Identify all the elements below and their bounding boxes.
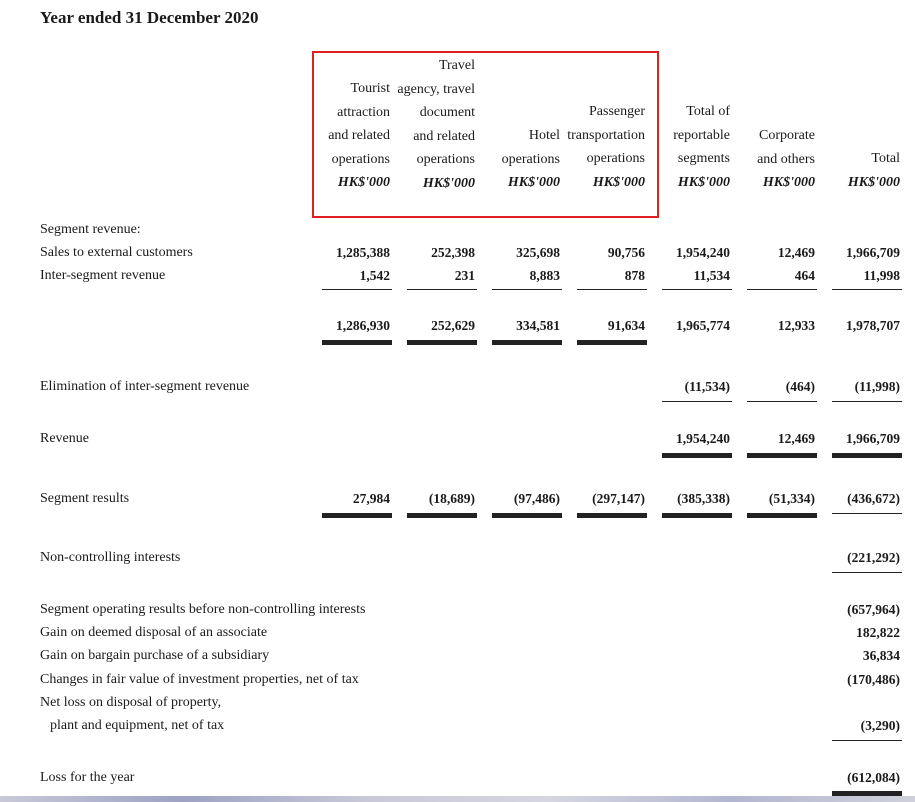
cell-inter-segment: 878 [624,268,645,283]
cell-inter-segment: 8,883 [529,268,560,283]
cell-subtotal: 1,286,930 [336,318,390,333]
label-sales-external: Sales to external customers [40,245,193,260]
cell-segment-results: (436,672) [847,491,900,506]
cell-net-loss: (3,290) [860,718,900,733]
cell-subtotal: 252,629 [431,318,475,333]
cell-revenue: 1,954,240 [676,431,730,446]
underline [832,740,902,741]
underline [577,289,647,290]
double-underline [577,340,647,345]
cell-elimination: (11,998) [854,379,900,394]
scan-edge [0,796,915,802]
label-net-loss-1: Net loss on disposal of property, [40,695,222,710]
double-underline [747,453,817,458]
label-loss-year: Loss for the year [40,770,135,785]
cell-inter-segment: 231 [454,268,475,283]
cell-sales-external: 1,954,240 [676,245,730,260]
cell-subtotal: 1,965,774 [676,318,730,333]
double-underline [832,453,902,458]
cell-gain-associate: 182,822 [856,625,900,640]
double-underline [492,340,562,345]
label-gain-associate: Gain on deemed disposal of an associate [40,625,268,640]
underline [662,401,732,402]
col-header-tourist: Tourist attraction and related operations HK$'000 [328,81,390,190]
cell-loss-year: (612,084) [847,770,900,785]
cell-sales-external: 325,698 [516,245,560,260]
label-seg-op-results: Segment operating results before non-controlling interests [40,602,366,617]
cell-inter-segment: 11,534 [693,268,730,283]
cell-sales-external: 90,756 [607,245,645,260]
label-inter-segment: Inter-segment revenue [40,268,166,283]
label-segment-revenue: Segment revenue: [40,222,141,237]
underline [492,289,562,290]
double-underline [662,513,732,518]
label-gain-bargain: Gain on bargain purchase of a subsidiary [40,648,270,663]
cell-elimination: (11,534) [684,379,730,394]
double-underline [407,513,477,518]
label-segment-results: Segment results [40,491,130,506]
cell-sales-external: 1,966,709 [846,245,900,260]
cell-seg-op-results: (657,964) [847,602,900,617]
col-header-hotel: Hotel operations HK$'000 [501,128,560,190]
cell-segment-results: (51,334) [768,491,815,506]
underline [832,289,902,290]
label-net-loss-2: plant and equipment, net of tax [50,718,225,733]
underline [662,289,732,290]
double-underline [492,513,562,518]
double-underline [662,453,732,458]
underline [322,289,392,290]
label-fair-value: Changes in fair value of investment properties, net of tax [40,672,359,687]
double-underline [407,340,477,345]
col-header-total: Total HK$'000 [847,151,900,190]
cell-fair-value: (170,486) [847,672,900,687]
cell-subtotal: 1,978,707 [846,318,900,333]
underline [832,401,902,402]
cell-revenue: 12,469 [777,431,815,446]
cell-subtotal: 12,933 [777,318,815,333]
cell-subtotal: 334,581 [516,318,560,333]
double-underline [577,513,647,518]
cell-inter-segment: 1,542 [359,268,390,283]
double-underline [322,513,392,518]
underline [747,401,817,402]
label-nci: Non-controlling interests [40,550,181,565]
cell-sales-external: 12,469 [777,245,815,260]
double-underline [747,513,817,518]
double-underline [322,340,392,345]
col-header-total-reportable: Total of reportable segments HK$'000 [673,104,730,190]
cell-sales-external: 1,285,388 [336,245,390,260]
cell-revenue: 1,966,709 [846,431,900,446]
cell-subtotal: 91,634 [607,318,645,333]
label-elimination: Elimination of inter-segment revenue [40,379,250,394]
underline [832,513,902,514]
cell-segment-results: (18,689) [428,491,475,506]
cell-segment-results: 27,984 [352,491,390,506]
page-title: Year ended 31 December 2020 [40,8,259,27]
cell-gain-bargain: 36,834 [862,648,900,663]
cell-inter-segment: 464 [794,268,815,283]
cell-inter-segment: 11,998 [863,268,900,283]
cell-segment-results: (385,338) [677,491,730,506]
col-header-corporate: Corporate and others HK$'000 [757,128,815,190]
col-header-travel: Travel agency, travel document and related operations HK$'000 [397,58,475,191]
cell-segment-results: (297,147) [592,491,645,506]
cell-elimination: (464) [785,379,815,394]
cell-segment-results: (97,486) [513,491,560,506]
underline [407,289,477,290]
cell-sales-external: 252,398 [431,245,475,260]
cell-nci: (221,292) [847,550,900,565]
label-revenue: Revenue [40,431,89,446]
col-header-passenger: Passenger transportation operations HK$'000 [567,104,645,190]
underline [832,572,902,573]
underline [747,289,817,290]
